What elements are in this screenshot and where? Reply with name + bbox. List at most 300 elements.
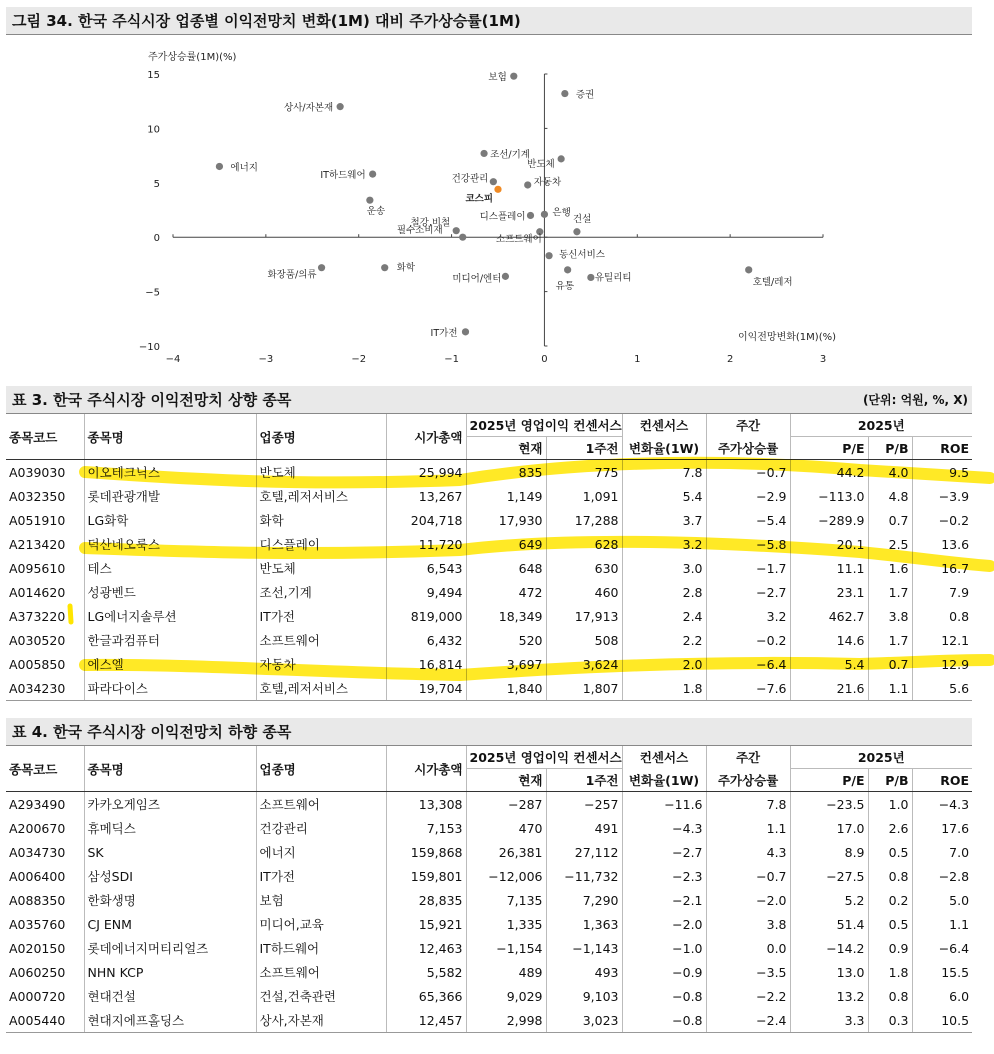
col-roe: ROE xyxy=(912,769,972,792)
col-prev: 1주전 xyxy=(546,769,622,792)
table-row xyxy=(6,792,972,817)
cell-pe: 3.3 xyxy=(790,1008,868,1033)
x-tick-label: −1 xyxy=(444,354,459,365)
cell-chg: 2.4 xyxy=(622,604,706,628)
col-chg-bot: 변화율(1W) xyxy=(622,437,706,460)
cell-mcap: 7,153 xyxy=(386,816,466,840)
scatter-point xyxy=(545,252,552,259)
scatter-chart xyxy=(0,40,994,370)
cell-prev: 491 xyxy=(546,816,622,840)
cell-prev: −257 xyxy=(546,792,622,817)
cell-prev: 775 xyxy=(546,460,622,485)
cell-cur: 648 xyxy=(466,556,546,580)
cell-roe: −2.8 xyxy=(938,868,970,884)
table-row xyxy=(6,484,972,508)
cell-pb: 0.8 xyxy=(868,984,912,1008)
figure-title xyxy=(6,7,972,35)
cell-roe: 1.1 xyxy=(949,916,970,932)
cell-name: 성광벤드 xyxy=(84,580,256,604)
cell-code: A095610 xyxy=(6,556,84,580)
cell-wk: 3.2 xyxy=(706,604,790,628)
cell-sector: 화학 xyxy=(256,508,386,532)
col-year: 2025년 xyxy=(790,414,972,437)
cell-chg: −2.1 xyxy=(622,888,706,912)
x-tick-label: −2 xyxy=(351,354,367,365)
cell-sector: 디스플레이 xyxy=(256,532,386,556)
cell-pb: 4.0 xyxy=(868,460,912,485)
y-tick-label: 15 xyxy=(147,70,160,81)
cell-pe: 11.1 xyxy=(790,556,868,580)
cell-wk: −5.4 xyxy=(706,508,790,532)
col-mcap: 시가총액 xyxy=(386,414,466,460)
cell-pe: 13.0 xyxy=(790,960,868,984)
col-name: 종목명 xyxy=(84,414,256,460)
cell-roe: 10.5 xyxy=(912,1008,972,1033)
x-tick-label: 1 xyxy=(634,354,641,365)
col-pe: P/E xyxy=(790,437,868,460)
cell-mcap: 25,994 xyxy=(386,460,466,485)
cell-roe: 5.6 xyxy=(912,676,972,701)
cell-prev: 630 xyxy=(546,556,622,580)
cell-pb: 0.2 xyxy=(868,888,912,912)
table-row xyxy=(6,604,972,628)
cell-prev: 628 xyxy=(546,532,622,556)
cell-roe: −3.9 xyxy=(938,488,970,504)
cell-mcap: 19,704 xyxy=(386,676,466,701)
cell-chg: −2.7 xyxy=(622,840,706,864)
col-wk-bot: 주가상승률 xyxy=(706,437,790,460)
cell-name: NHN KCP xyxy=(84,960,256,984)
cell-pe: 462.7 xyxy=(790,604,868,628)
point-label: IT하드웨어 xyxy=(320,170,366,182)
cell-wk: −6.4 xyxy=(706,652,790,676)
cell-chg: 2.0 xyxy=(622,652,706,676)
cell-code: A005850 xyxy=(6,652,84,676)
cell-prev: 7,290 xyxy=(546,888,622,912)
scatter-point xyxy=(558,155,565,162)
cell-mcap: 13,308 xyxy=(386,792,466,817)
x-tick-label: 3 xyxy=(819,354,827,365)
point-label: 화장품/의류 xyxy=(267,269,317,281)
cell-sector: 반도체 xyxy=(256,460,386,485)
cell-pe: 21.6 xyxy=(790,676,868,701)
cell-mcap: 16,814 xyxy=(386,652,466,676)
cell-mcap: 12,463 xyxy=(386,936,466,960)
col-pb: P/B xyxy=(868,437,912,460)
point-label: 보험 xyxy=(488,72,507,84)
cell-pb: 0.3 xyxy=(868,1008,912,1033)
scatter-point xyxy=(541,211,548,218)
cell-cur: 3,697 xyxy=(466,652,546,676)
cell-sector: IT가전 xyxy=(256,604,386,628)
cell-pe: 14.6 xyxy=(790,628,868,652)
cell-roe: −6.4 xyxy=(938,940,970,956)
cell-chg: 2.2 xyxy=(622,628,706,652)
cell-code: A006400 xyxy=(6,864,84,888)
cell-code: A213420 xyxy=(6,532,84,556)
cell-wk: 7.8 xyxy=(706,792,790,817)
scatter-point xyxy=(573,228,580,235)
point-label: 자동차 xyxy=(533,176,562,188)
scatter-point xyxy=(480,150,487,157)
cell-wk: −2.7 xyxy=(706,580,790,604)
cell-code: A005440 xyxy=(6,1008,84,1033)
cell-chg: −0.8 xyxy=(622,1008,706,1033)
cell-pe: 13.2 xyxy=(790,984,868,1008)
cell-prev: 508 xyxy=(546,628,622,652)
scatter-point xyxy=(337,103,344,110)
cell-mcap: 11,720 xyxy=(386,532,466,556)
cell-code: A051910 xyxy=(6,508,84,532)
col-cur: 현재 xyxy=(466,437,546,460)
cell-sector: 소프트웨어 xyxy=(256,792,386,817)
cell-pb: 3.8 xyxy=(868,604,912,628)
cell-sector: 건설,건축관련 xyxy=(256,984,386,1008)
cell-sector: 소프트웨어 xyxy=(256,960,386,984)
cell-code: A373220 xyxy=(6,604,84,628)
table3-title xyxy=(6,386,972,414)
cell-pb: 0.9 xyxy=(868,936,912,960)
cell-roe: 17.6 xyxy=(941,820,970,836)
cell-cur: 470 xyxy=(466,816,546,840)
col-sector: 업종명 xyxy=(256,414,386,460)
y-tick-label: −5 xyxy=(145,287,160,299)
cell-wk: 0.0 xyxy=(706,936,790,960)
scatter-point xyxy=(462,328,469,335)
table-row xyxy=(6,628,972,652)
cell-chg: −0.9 xyxy=(622,960,706,984)
cell-code: A034730 xyxy=(6,840,84,864)
table-row xyxy=(6,532,972,556)
col-pe: P/E xyxy=(790,769,868,792)
cell-code: A014620 xyxy=(6,580,84,604)
cell-prev: 27,112 xyxy=(546,840,622,864)
cell-mcap: 159,868 xyxy=(386,840,466,864)
cell-pe: 44.2 xyxy=(790,460,868,485)
table-row xyxy=(6,936,972,960)
point-label: 반도체 xyxy=(527,158,555,170)
col-code: 종목코드 xyxy=(6,414,84,460)
cell-prev: 17,288 xyxy=(546,508,622,532)
cell-name: 에스엘 xyxy=(84,652,256,676)
table4-title-text: 표 4. 한국 주식시장 이익전망치 하향 종목 xyxy=(12,723,292,741)
cell-sector: 조선,기계 xyxy=(256,580,386,604)
cell-chg: −11.6 xyxy=(622,792,706,817)
col-op-group: 2025년 영업이익 컨센서스 xyxy=(466,414,622,437)
cell-mcap: 159,801 xyxy=(386,864,466,888)
cell-cur: 1,149 xyxy=(466,484,546,508)
scatter-point xyxy=(318,264,325,271)
cell-code: A020150 xyxy=(6,936,84,960)
cell-pe: 8.9 xyxy=(790,840,868,864)
table-row xyxy=(6,864,972,888)
cell-name: 롯데관광개발 xyxy=(84,484,256,508)
table-row xyxy=(6,508,972,532)
cell-wk: −2.2 xyxy=(706,984,790,1008)
cell-mcap: 65,366 xyxy=(386,984,466,1008)
cell-chg: 3.7 xyxy=(622,508,706,532)
cell-pe: 23.1 xyxy=(790,580,868,604)
cell-chg: 7.8 xyxy=(622,460,706,485)
point-label: 은행 xyxy=(552,207,571,219)
cell-sector: 소프트웨어 xyxy=(256,628,386,652)
cell-name: 한화생명 xyxy=(84,888,256,912)
cell-mcap: 15,921 xyxy=(386,912,466,936)
table-row xyxy=(6,984,972,1008)
cell-wk: 4.3 xyxy=(706,840,790,864)
table3 xyxy=(6,414,972,701)
cell-roe: 7.9 xyxy=(949,584,970,600)
cell-code: A088350 xyxy=(6,888,84,912)
cell-mcap: 13,267 xyxy=(386,484,466,508)
cell-cur: 489 xyxy=(466,960,546,984)
cell-name: 이오테크닉스 xyxy=(84,460,256,485)
col-chg-top: 컨센서스 xyxy=(622,746,706,769)
cell-prev: 3,023 xyxy=(546,1008,622,1033)
table4 xyxy=(6,746,972,1033)
point-label: 코스피 xyxy=(465,193,493,205)
scatter-point xyxy=(524,181,531,188)
cell-roe: 15.5 xyxy=(941,964,970,980)
point-label: 운송 xyxy=(366,206,386,218)
cell-prev: −11,732 xyxy=(546,864,622,888)
point-label: 건강관리 xyxy=(451,173,489,185)
col-chg-top: 컨센서스 xyxy=(622,414,706,437)
cell-cur: 7,135 xyxy=(466,888,546,912)
cell-code: A035760 xyxy=(6,912,84,936)
col-name: 종목명 xyxy=(84,746,256,792)
cell-cur: 9,029 xyxy=(466,984,546,1008)
cell-wk: −0.7 xyxy=(706,864,790,888)
x-tick-label: −4 xyxy=(165,354,181,365)
col-chg-bot: 변화율(1W) xyxy=(622,769,706,792)
cell-pb: 1.1 xyxy=(868,676,912,701)
cell-prev: 493 xyxy=(546,960,622,984)
cell-cur: 1,840 xyxy=(466,676,546,701)
cell-code: A200670 xyxy=(6,816,84,840)
cell-wk: 1.1 xyxy=(706,816,790,840)
cell-pe: −27.5 xyxy=(790,864,868,888)
cell-mcap: 6,432 xyxy=(386,628,466,652)
col-sector: 업종명 xyxy=(256,746,386,792)
cell-prev: 1,807 xyxy=(546,676,622,701)
cell-roe: 5.0 xyxy=(949,892,970,908)
cell-wk: −7.6 xyxy=(706,676,790,701)
point-label: 에너지 xyxy=(230,162,258,174)
cell-name: 파라다이스 xyxy=(84,676,256,701)
cell-mcap: 819,000 xyxy=(386,604,466,628)
x-tick-label: 0 xyxy=(541,354,548,365)
cell-sector: 상사,자본재 xyxy=(256,1008,386,1033)
cell-code: A034230 xyxy=(6,676,84,701)
cell-name: LG에너지솔루션 xyxy=(84,604,256,628)
cell-wk: −0.7 xyxy=(706,460,790,485)
table-row xyxy=(6,676,972,701)
cell-pe: −113.0 xyxy=(790,484,868,508)
col-op-group: 2025년 영업이익 컨센서스 xyxy=(466,746,622,769)
scatter-point xyxy=(587,274,594,281)
scatter-point xyxy=(453,227,460,234)
cell-prev: 1,363 xyxy=(546,912,622,936)
cell-wk: −2.4 xyxy=(706,1008,790,1033)
cell-prev: 460 xyxy=(546,580,622,604)
scatter-point xyxy=(502,273,509,280)
cell-cur: 472 xyxy=(466,580,546,604)
x-tick-label: 2 xyxy=(726,354,734,365)
cell-chg: −2.0 xyxy=(622,912,706,936)
scatter-point xyxy=(381,264,388,271)
cell-sector: IT가전 xyxy=(256,864,386,888)
point-label: IT가전 xyxy=(430,327,458,339)
scatter-point xyxy=(366,197,373,204)
cell-pb: 1.0 xyxy=(868,792,912,817)
cell-cur: 1,335 xyxy=(466,912,546,936)
table4-title xyxy=(6,718,972,746)
cell-chg: 2.8 xyxy=(622,580,706,604)
cell-pb: 0.7 xyxy=(868,508,912,532)
cell-code: A293490 xyxy=(6,792,84,817)
y-tick-label: 5 xyxy=(153,178,160,190)
figure-title-text: 그림 34. 한국 주식시장 업종별 이익전망치 변화(1M) 대비 주가상승률(1M) xyxy=(12,12,521,30)
cell-sector: 미디어,교육 xyxy=(256,912,386,936)
cell-pe: −289.9 xyxy=(790,508,868,532)
cell-sector: 호텔,레저서비스 xyxy=(256,676,386,701)
cell-pe: 20.1 xyxy=(790,532,868,556)
cell-pb: 1.7 xyxy=(868,580,912,604)
cell-name: 테스 xyxy=(84,556,256,580)
y-tick-label: 10 xyxy=(147,124,160,136)
cell-mcap: 28,835 xyxy=(386,888,466,912)
cell-pe: 51.4 xyxy=(790,912,868,936)
cell-cur: 26,381 xyxy=(466,840,546,864)
scatter-point xyxy=(564,266,571,273)
scatter-point xyxy=(527,212,534,219)
point-label: 철강,비철 xyxy=(410,217,451,229)
table-row xyxy=(6,556,972,580)
cell-sector: 에너지 xyxy=(256,840,386,864)
cell-mcap: 12,457 xyxy=(386,1008,466,1033)
cell-name: SK xyxy=(84,840,256,864)
scatter-point xyxy=(216,163,223,170)
col-wk-top: 주간 xyxy=(706,746,790,769)
col-prev: 1주전 xyxy=(546,437,622,460)
cell-pb: 0.7 xyxy=(868,652,912,676)
point-label: 호텔/레저 xyxy=(752,276,793,288)
point-label: 미디어/엔터 xyxy=(452,273,502,285)
cell-wk: −0.2 xyxy=(706,628,790,652)
table-row xyxy=(6,816,972,840)
cell-name: 삼성SDI xyxy=(84,864,256,888)
cell-pe: −14.2 xyxy=(790,936,868,960)
scatter-point xyxy=(510,73,517,80)
cell-cur: 520 xyxy=(466,628,546,652)
cell-roe: −4.3 xyxy=(938,796,970,812)
point-label: 소프트웨어 xyxy=(495,233,542,245)
cell-name: 현대건설 xyxy=(84,984,256,1008)
cell-wk: −2.0 xyxy=(706,888,790,912)
cell-wk: −1.7 xyxy=(706,556,790,580)
cell-code: A039030 xyxy=(6,460,84,485)
cell-pb: 1.7 xyxy=(868,628,912,652)
col-wk-top: 주간 xyxy=(706,414,790,437)
cell-chg: −1.0 xyxy=(622,936,706,960)
point-label: 건설 xyxy=(572,213,592,225)
point-label: 조선/기계 xyxy=(490,149,530,161)
cell-pe: −23.5 xyxy=(790,792,868,817)
cell-roe: 13.6 xyxy=(941,536,970,552)
x-axis-label: 이익전망변화(1M)(%) xyxy=(737,332,836,343)
table-row xyxy=(6,580,972,604)
point-label: 동신서비스 xyxy=(559,249,605,261)
cell-sector: 건강관리 xyxy=(256,816,386,840)
cell-roe: 6.0 xyxy=(949,988,970,1004)
table-row xyxy=(6,1008,972,1033)
table-row xyxy=(6,460,972,485)
cell-pb: 0.8 xyxy=(868,864,912,888)
point-label: 유틸리티 xyxy=(594,272,632,284)
cell-name: 휴메딕스 xyxy=(84,816,256,840)
point-label: 증권 xyxy=(575,89,595,101)
cell-name: CJ ENM xyxy=(84,912,256,936)
cell-prev: 1,091 xyxy=(546,484,622,508)
cell-pb: 2.5 xyxy=(868,532,912,556)
cell-chg: 5.4 xyxy=(622,484,706,508)
cell-pb: 0.5 xyxy=(868,912,912,936)
cell-cur: 2,998 xyxy=(466,1008,546,1033)
cell-wk: −5.8 xyxy=(706,532,790,556)
scatter-point xyxy=(561,90,568,97)
point-label: 필수소비재 xyxy=(396,225,443,237)
cell-sector: 보험 xyxy=(256,888,386,912)
cell-sector: 호텔,레저서비스 xyxy=(256,484,386,508)
point-label: 디스플레이 xyxy=(479,211,526,223)
point-label: 화학 xyxy=(396,262,416,274)
cell-name: 덕산네오룩스 xyxy=(84,532,256,556)
point-label: 상사/자본재 xyxy=(284,102,334,114)
table-row xyxy=(6,912,972,936)
col-code: 종목코드 xyxy=(6,746,84,792)
cell-pb: 1.6 xyxy=(868,556,912,580)
cell-chg: −2.3 xyxy=(622,864,706,888)
cell-chg: 1.8 xyxy=(622,676,706,701)
cell-pe: 17.0 xyxy=(790,816,868,840)
cell-pb: 4.8 xyxy=(868,484,912,508)
cell-roe: 16.7 xyxy=(941,560,970,576)
cell-chg: −4.3 xyxy=(622,816,706,840)
col-cur: 현재 xyxy=(466,769,546,792)
y-tick-label: −10 xyxy=(138,342,160,353)
point-label: 유통 xyxy=(555,280,575,292)
cell-cur: 835 xyxy=(466,460,546,485)
cell-sector: 반도체 xyxy=(256,556,386,580)
table3-unit: (단위: 억원, %, X) xyxy=(862,393,968,407)
cell-code: A032350 xyxy=(6,484,84,508)
cell-pe: 5.2 xyxy=(790,888,868,912)
cell-chg: 3.2 xyxy=(622,532,706,556)
cell-roe: −0.2 xyxy=(938,512,970,528)
scatter-point xyxy=(490,178,497,185)
cell-wk: −3.5 xyxy=(706,960,790,984)
cell-wk: −2.9 xyxy=(706,484,790,508)
table3-title-text: 표 3. 한국 주식시장 이익전망치 상향 종목 xyxy=(12,391,292,409)
cell-wk: 3.8 xyxy=(706,912,790,936)
cell-code: A000720 xyxy=(6,984,84,1008)
cell-mcap: 204,718 xyxy=(386,508,466,532)
cell-prev: 9,103 xyxy=(546,984,622,1008)
cell-code: A060250 xyxy=(6,960,84,984)
scatter-point-highlight xyxy=(494,186,501,193)
y-axis-label: 주가상승률(1M)(%) xyxy=(148,52,237,63)
